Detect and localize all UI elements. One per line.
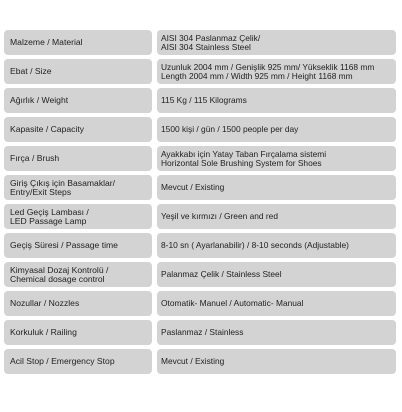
spec-label: Giriş Çıkış için Basamaklar/ Entry/Exit Steps — [4, 175, 152, 200]
spec-value: 8-10 sn ( Ayarlanabilir) / 8-10 seconds (Adjustable) — [157, 233, 396, 258]
spec-value: 1500 kişi / gün / 1500 people per day — [157, 117, 396, 142]
spec-label: Ağırlık / Weight — [4, 88, 152, 113]
spec-label: Geçiş Süresi / Passage time — [4, 233, 152, 258]
spec-label: Nozullar / Nozzles — [4, 291, 152, 316]
spec-value: Paslanmaz / Stainless — [157, 320, 396, 345]
spec-value: Uzunluk 2004 mm / Genişlik 925 mm/ Yükseklik 1168 mm Length 2004 mm / Width 925 mm / Height 1168 mm — [157, 59, 396, 84]
spec-value: 115 Kg / 115 Kilograms — [157, 88, 396, 113]
spec-value: Yeşil ve kırmızı / Green and red — [157, 204, 396, 229]
spec-value: Mevcut / Existing — [157, 349, 396, 374]
spec-row-size — [4, 59, 396, 84]
spec-label: Malzeme / Material — [4, 30, 152, 55]
spec-row-chemical-dosage — [4, 262, 396, 287]
spec-row-nozzles — [4, 291, 396, 316]
spec-value: Mevcut / Existing — [157, 175, 396, 200]
spec-label: Fırça / Brush — [4, 146, 152, 171]
spec-row-material — [4, 30, 396, 55]
spec-value: Otomatik- Manuel / Automatic- Manual — [157, 291, 396, 316]
spec-label: Ebat / Size — [4, 59, 152, 84]
spec-row-brush — [4, 146, 396, 171]
spec-value: Ayakkabı için Yatay Taban Fırçalama sistemi Horizontal Sole Brushing System for Shoes — [157, 146, 396, 171]
spec-label: Kapasite / Capacity — [4, 117, 152, 142]
spec-value: AISI 304 Paslanmaz Çelik/ AISI 304 Stainless Steel — [157, 30, 396, 55]
spec-row-emergency-stop — [4, 349, 396, 374]
spec-row-steps — [4, 175, 396, 200]
spec-row-led-lamp — [4, 204, 396, 229]
spec-table — [4, 30, 396, 374]
spec-value: Palanmaz Çelik / Stainless Steel — [157, 262, 396, 287]
spec-row-railing — [4, 320, 396, 345]
spec-label: Kimyasal Dozaj Kontrolü / Chemical dosage control — [4, 262, 152, 287]
spec-row-passage-time — [4, 233, 396, 258]
spec-row-capacity — [4, 117, 396, 142]
spec-label: Korkuluk / Railing — [4, 320, 152, 345]
spec-row-weight — [4, 88, 396, 113]
spec-label: Led Geçiş Lambası / LED Passage Lamp — [4, 204, 152, 229]
spec-label: Acil Stop / Emergency Stop — [4, 349, 152, 374]
